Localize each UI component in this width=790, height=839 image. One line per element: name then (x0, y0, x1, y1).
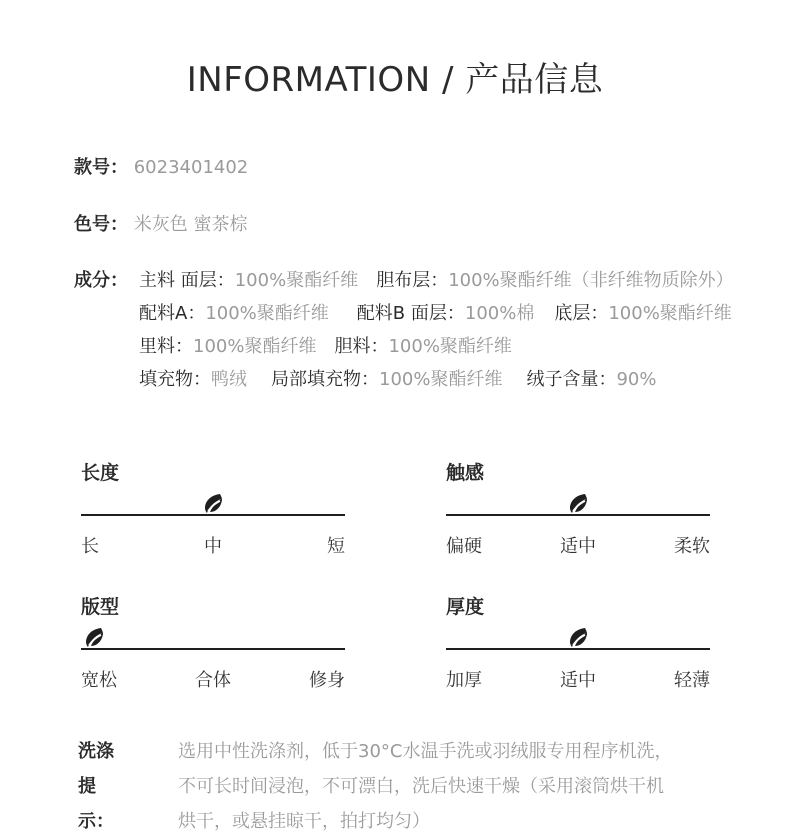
color-label: 色号： (74, 214, 128, 235)
feather-logo-icon (565, 624, 591, 650)
page-title: INFORMATION / 产品信息 (186, 60, 604, 100)
composition-line-3 (139, 336, 512, 358)
touch-scale (446, 458, 710, 568)
thickness-scale (446, 592, 710, 702)
fit-scale (81, 592, 345, 702)
color-row (74, 214, 247, 236)
comp-value: 100%聚酯纤维 (205, 303, 329, 324)
comp-key: 里料： (139, 336, 193, 357)
comp-key: 配料A： (139, 303, 206, 324)
comp-key: 局部填充物： (271, 369, 379, 390)
comp-value: 100%聚酯纤维 (193, 336, 317, 357)
thickness-title: 厚度 (446, 596, 485, 618)
color-value: 米灰色 蜜茶棕 (133, 214, 248, 235)
fit-right-label: 修身 (309, 670, 345, 691)
comp-key: 胆布层： (376, 270, 449, 291)
touch-right-label: 柔软 (674, 536, 710, 557)
model-row (74, 157, 248, 179)
comp-key: 胆料： (334, 336, 389, 357)
composition-line-2 (139, 303, 732, 325)
comp-value: 100%聚酯纤维 (608, 303, 732, 324)
wash-line-1: 选用中性洗涤剂，低于30°C水温手洗或羽绒服专用程序机洗， (178, 741, 673, 762)
comp-value: 鸭绒 (211, 369, 247, 390)
fit-scale-line (81, 648, 345, 650)
wash-line-3: 烘干，或悬挂晾干，拍打均匀） (178, 811, 430, 832)
length-left-label: 长 (81, 536, 99, 557)
composition-label-row (74, 270, 128, 292)
feather-logo-icon (565, 490, 591, 516)
wash-line-2: 不可长时间浸泡，不可漂白，洗后快速干燥（采用滚筒烘干机 (178, 776, 664, 797)
thickness-right-label: 轻薄 (674, 670, 710, 691)
comp-value: 100%聚酯纤维（非纤维物质除外） (448, 270, 734, 291)
composition-line-1 (139, 270, 734, 292)
comp-key: 配料B 面层： (356, 303, 465, 324)
length-title: 长度 (81, 462, 120, 484)
comp-value: 100%聚酯纤维 (234, 270, 359, 291)
composition-line-4 (139, 369, 656, 391)
comp-key: 底层： (554, 303, 609, 324)
length-right-label: 短 (327, 536, 345, 557)
model-label: 款号： (74, 157, 128, 178)
thickness-left-label: 加厚 (446, 670, 482, 691)
comp-value: 100%棉 (464, 303, 535, 324)
fit-left-label: 宽松 (81, 670, 117, 691)
comp-value: 100%聚酯纤维 (379, 369, 503, 390)
comp-value: 90% (616, 369, 657, 390)
wash-text (178, 734, 758, 839)
wash-label: 洗涤提示： (78, 741, 114, 832)
feather-logo-icon (81, 624, 107, 650)
touch-mid-label: 适中 (560, 536, 596, 557)
comp-key: 填充物： (139, 369, 211, 390)
length-mid-label: 中 (204, 536, 222, 557)
fit-mid-label: 合体 (195, 670, 231, 691)
thickness-mid-label: 适中 (560, 670, 596, 691)
touch-title: 触感 (446, 462, 485, 484)
comp-key: 绒子含量： (526, 369, 617, 390)
fit-title: 版型 (81, 596, 120, 618)
composition-label: 成分： (74, 270, 128, 291)
feather-logo-icon (200, 490, 226, 516)
comp-key: 主料 面层： (139, 270, 235, 291)
comp-value: 100%聚酯纤维 (388, 336, 512, 357)
model-value: 6023401402 (133, 157, 249, 178)
touch-left-label: 偏硬 (446, 536, 482, 557)
length-scale (81, 458, 345, 568)
